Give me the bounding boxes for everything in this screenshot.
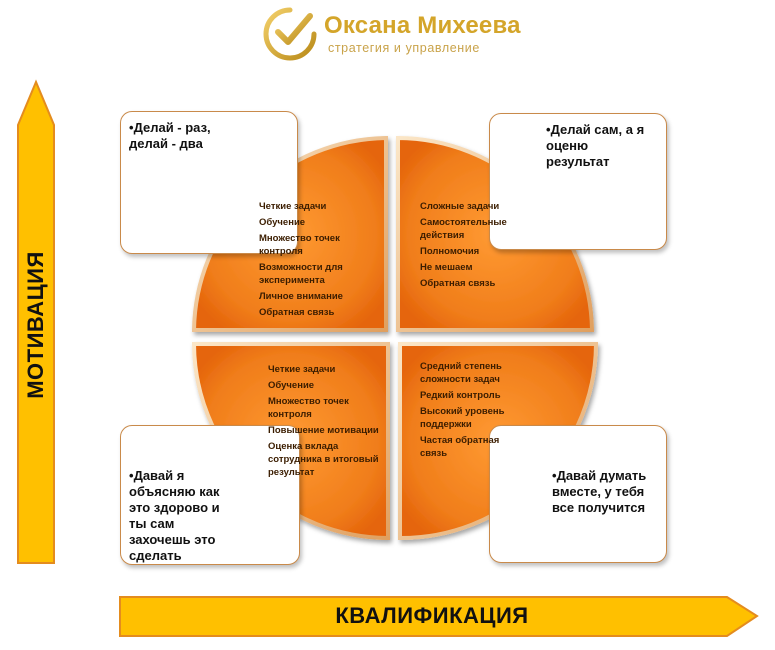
list-item: Оценка вклада сотрудника в итоговый результат [268, 441, 379, 478]
list-item: Множество точек контроля [268, 396, 349, 420]
advice-text-top-right: Делай сам, а я оценю результат [546, 122, 645, 169]
list-item: Обратная связь [420, 278, 496, 289]
advice-text-top-left: Делай - раз, делай - два [129, 120, 211, 151]
vertical-axis-label: МОТИВАЦИЯ [23, 251, 48, 399]
list-item: Не мешаем [420, 262, 473, 273]
bullet: • [552, 468, 557, 483]
list-item: Обучение [259, 217, 306, 228]
list-item: Возможности для эксперимента [259, 262, 343, 286]
list-item: Множество точек контроля [259, 233, 340, 257]
list-item: Личное внимание [259, 291, 343, 302]
bullet: • [129, 468, 134, 483]
list-item: Высокий уровень поддержки [420, 406, 505, 430]
list-item: Самостоятельные действия [420, 217, 507, 241]
logo-tagline: стратегия и управление [328, 41, 480, 55]
list-item: Сложные задачи [420, 201, 500, 212]
bullet: • [546, 122, 551, 137]
quadrant-text-bottom-right [420, 360, 530, 463]
quadrant-text-top-right [420, 200, 540, 293]
list-item: Частая обратная связь [420, 435, 500, 459]
list-item: Повышение мотивации [268, 425, 379, 436]
list-item: Обратная связь [259, 307, 335, 318]
list-item: Обучение [268, 380, 315, 391]
list-item: Полномочия [420, 246, 480, 257]
advice-text-bottom-right: Давай думать вместе, у тебя все получится [552, 468, 647, 515]
advice-text-bottom-left: Давай я объясняю как это здорово и ты сам захочешь это сделать [129, 468, 220, 563]
logo-name: Оксана Михеева [324, 12, 521, 39]
quadrant-text-top-left [259, 200, 379, 322]
horizontal-axis-label: КВАЛИФИКАЦИЯ [335, 603, 529, 628]
bullet: • [129, 120, 134, 135]
list-item: Четкие задачи [268, 364, 336, 375]
quadrant-text-bottom-left [268, 363, 388, 482]
list-item: Средний степень сложности задач [420, 361, 502, 385]
list-item: Четкие задачи [259, 201, 327, 212]
list-item: Редкий контроль [420, 390, 501, 401]
